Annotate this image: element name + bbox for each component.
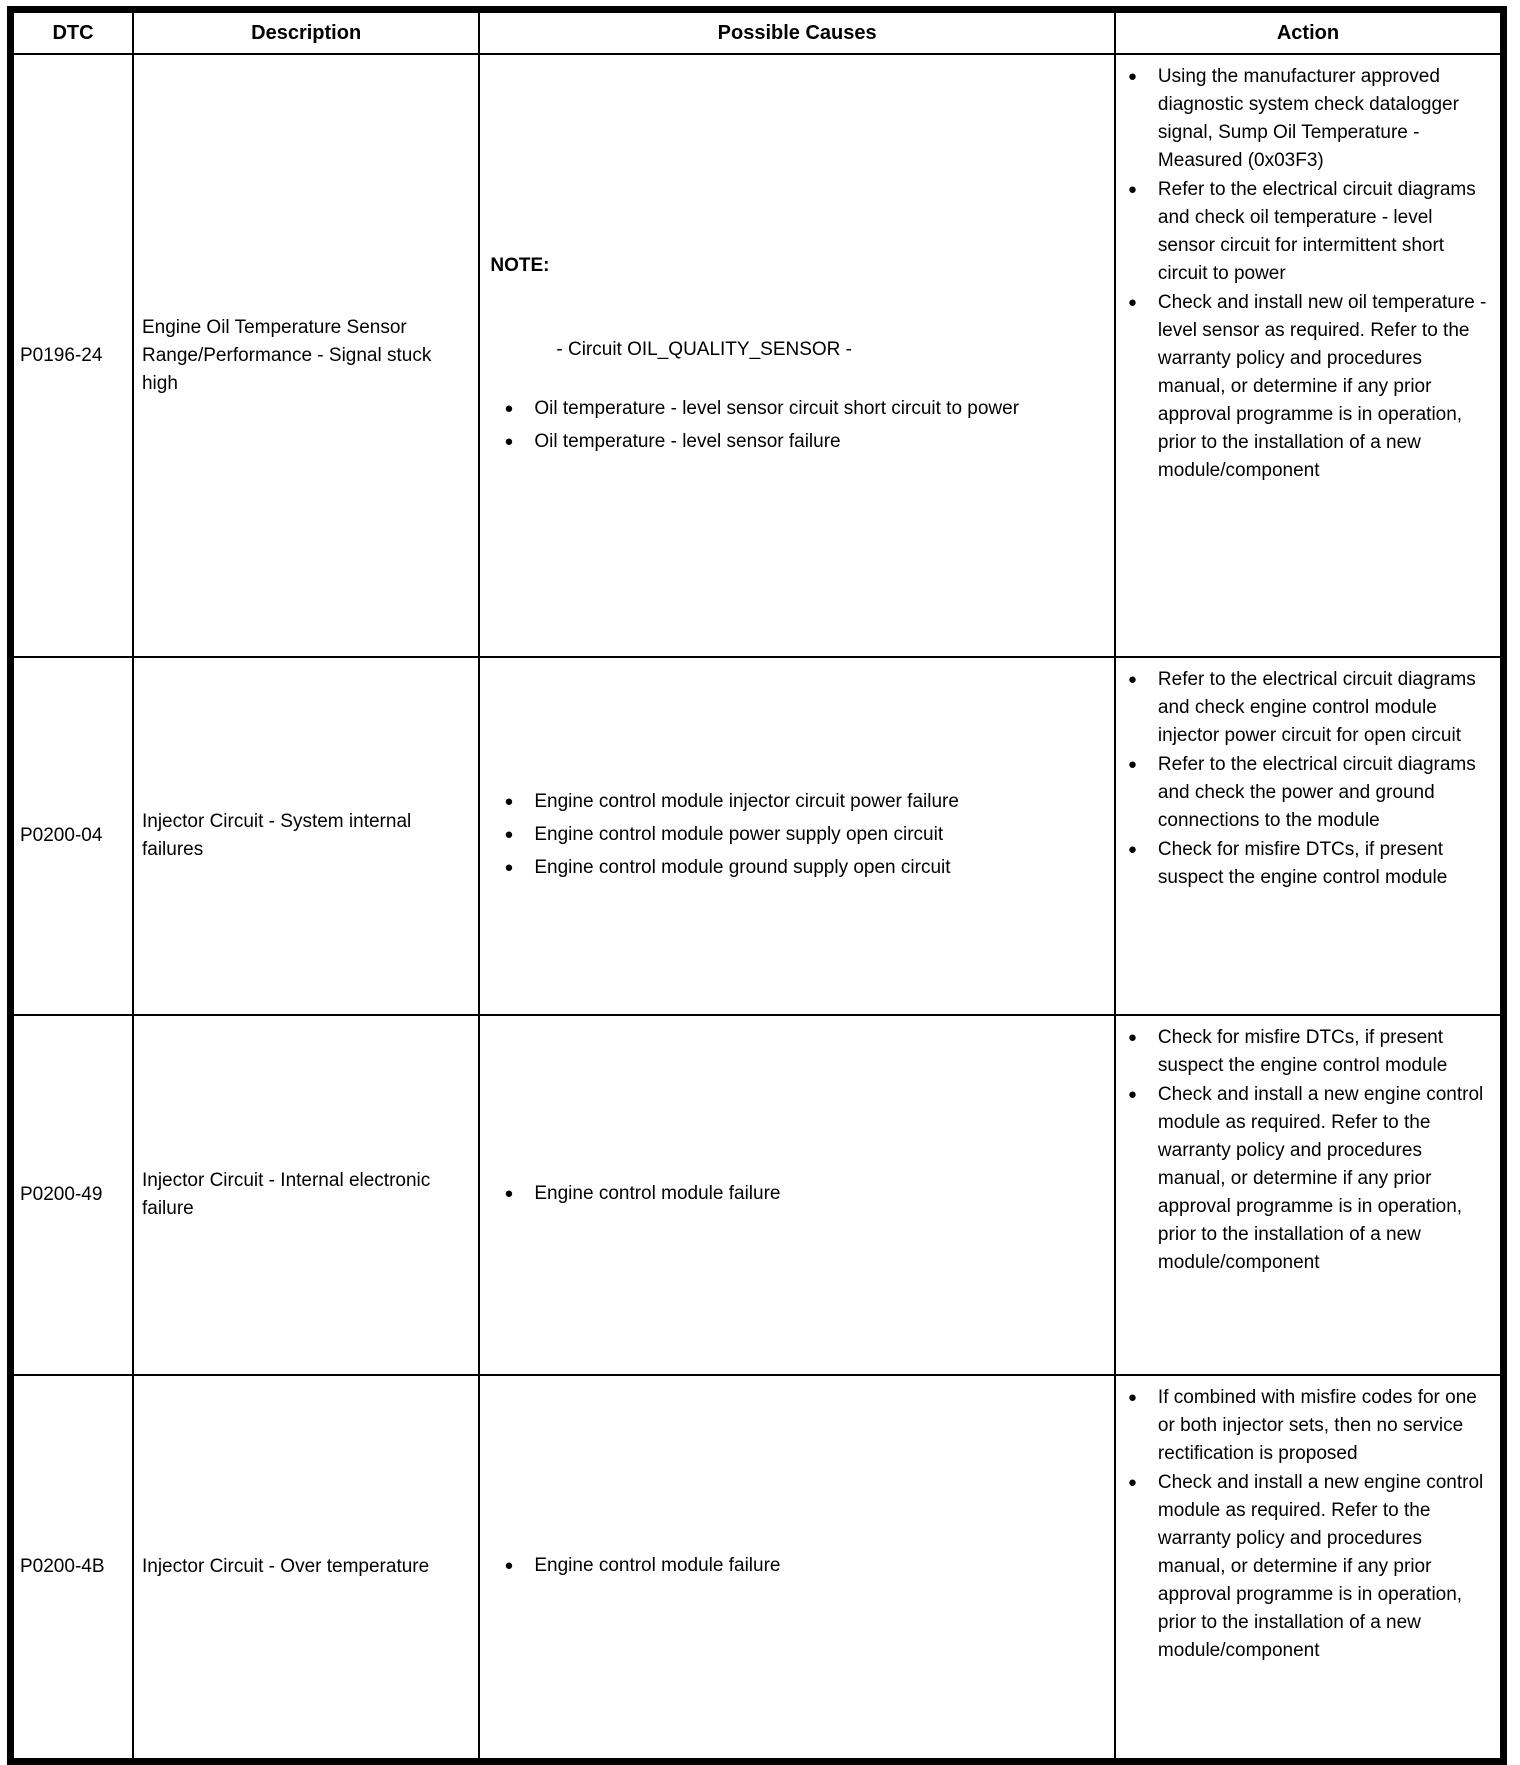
- table-row-p0200-04: [11, 657, 1504, 1015]
- table-header: [11, 10, 1504, 55]
- list-item: [1128, 289, 1494, 485]
- cause-text: Engine control module ground supply open circuit: [534, 856, 951, 878]
- list-item: [504, 394, 1106, 424]
- bullet-icon: ●: [504, 399, 514, 417]
- action-cell: [1115, 657, 1504, 1015]
- actions-list: [1116, 1024, 1494, 1277]
- actions-list: [1116, 666, 1494, 892]
- possible-causes-cell: [479, 1015, 1115, 1375]
- bullet-icon: ●: [1127, 68, 1137, 85]
- cause-text: Engine control module injector circuit power failure: [534, 790, 959, 812]
- action-cell: [1115, 1015, 1504, 1375]
- cause-text: Engine control module power supply open circuit: [534, 823, 944, 845]
- dtc-code: P0200-04: [11, 657, 133, 1015]
- dtc-description: Injector Circuit - System internal failures: [133, 657, 479, 1015]
- list-item: [1128, 63, 1494, 175]
- bullet-icon: ●: [1127, 756, 1137, 773]
- actions-list: [1116, 1384, 1494, 1665]
- table-row-p0196-24: [11, 54, 1504, 657]
- dtc-code: P0200-4B: [11, 1375, 133, 1762]
- action-cell: [1115, 1375, 1504, 1762]
- dtc-code: P0196-24: [11, 54, 133, 657]
- causes-list: [490, 394, 1106, 457]
- cause-text: Oil temperature - level sensor failure: [534, 430, 841, 452]
- dtc-description: Injector Circuit - Internal electronic failure: [133, 1015, 479, 1375]
- list-item: [1128, 1081, 1494, 1277]
- list-item: [1128, 176, 1494, 288]
- causes-list: [490, 1551, 1106, 1581]
- bullet-icon: ●: [1127, 841, 1137, 858]
- list-item: [1128, 751, 1494, 835]
- header-action: Action: [1115, 10, 1504, 55]
- bullet-icon: ●: [504, 825, 514, 843]
- action-text: Check and install a new engine control module as required. Refer to the warranty policy and procedures manual, or determine if any prior approval programme is in operation, prior to the installation of a new module/component: [1157, 1472, 1484, 1661]
- header-row: [11, 10, 1504, 55]
- bullet-icon: ●: [504, 858, 514, 876]
- list-item: [1128, 1469, 1494, 1665]
- list-item: [504, 427, 1106, 457]
- bullet-icon: ●: [1127, 294, 1137, 311]
- list-item: [504, 1179, 1106, 1209]
- causes-list: [490, 1179, 1106, 1209]
- note-circuit-reference: - Circuit OIL_QUALITY_SENSOR -: [556, 338, 852, 360]
- bullet-icon: ●: [1127, 1389, 1137, 1406]
- cause-text: Engine control module failure: [534, 1554, 781, 1576]
- possible-causes-cell: [479, 1375, 1115, 1762]
- list-item: [504, 820, 1106, 850]
- dtc-description: Injector Circuit - Over temperature: [133, 1375, 479, 1762]
- action-text: Check and install a new engine control module as required. Refer to the warranty policy and procedures manual, or determine if any prior approval programme is in operation, prior to the installation of a new module/component: [1157, 1084, 1484, 1273]
- dtc-description: Engine Oil Temperature Sensor Range/Performance - Signal stuck high: [133, 54, 479, 657]
- header-possible-causes: Possible Causes: [479, 10, 1115, 55]
- action-text: Refer to the electrical circuit diagrams and check engine control module injector power circuit for open circuit: [1157, 669, 1476, 746]
- bullet-icon: ●: [504, 432, 514, 450]
- header-description: Description: [133, 10, 479, 55]
- action-text: If combined with misfire codes for one or both injector sets, then no service rectification is proposed: [1157, 1387, 1477, 1464]
- possible-causes-cell: [479, 657, 1115, 1015]
- bullet-icon: ●: [1127, 1474, 1137, 1491]
- list-item: [1128, 836, 1494, 892]
- list-item: [504, 1551, 1106, 1581]
- action-text: Using the manufacturer approved diagnostic system check datalogger signal, Sump Oil Temperature - Measured (0x03F3): [1157, 66, 1459, 171]
- header-dtc: DTC: [11, 10, 133, 55]
- action-text: Check for misfire DTCs, if present suspect the engine control module: [1157, 1027, 1448, 1076]
- list-item: [1128, 1384, 1494, 1468]
- table-row-p0200-49: [11, 1015, 1504, 1375]
- bullet-icon: ●: [504, 792, 514, 810]
- list-item: [1128, 1024, 1494, 1080]
- bullet-icon: ●: [1127, 1086, 1137, 1103]
- bullet-icon: ●: [504, 1184, 514, 1202]
- possible-causes-cell: [479, 54, 1115, 657]
- actions-list: [1116, 63, 1494, 485]
- note-label: NOTE:: [490, 254, 550, 276]
- dtc-table: [7, 6, 1507, 1765]
- list-item: [1128, 666, 1494, 750]
- cause-text: Oil temperature - level sensor circuit short circuit to power: [534, 397, 1020, 419]
- dtc-code: P0200-49: [11, 1015, 133, 1375]
- bullet-icon: ●: [1127, 671, 1137, 688]
- bullet-icon: ●: [504, 1556, 514, 1574]
- list-item: [504, 787, 1106, 817]
- cause-text: Engine control module failure: [534, 1182, 781, 1204]
- action-text: Check and install new oil temperature - level sensor as required. Refer to the warranty policy and procedures manual, or determine if any prior approval programme is in operation, prior to the installation of a new module/component: [1157, 292, 1487, 481]
- action-text: Refer to the electrical circuit diagrams and check the power and ground connections to the module: [1157, 754, 1476, 831]
- action-text: Check for misfire DTCs, if present suspect the engine control module: [1157, 839, 1448, 888]
- bullet-icon: ●: [1127, 1029, 1137, 1046]
- action-text: Refer to the electrical circuit diagrams and check oil temperature - level sensor circuit for intermittent short circuit to power: [1157, 179, 1476, 284]
- action-cell: [1115, 54, 1504, 657]
- bullet-icon: ●: [1127, 181, 1137, 198]
- causes-list: [490, 787, 1106, 883]
- table-row-p0200-4b: [11, 1375, 1504, 1762]
- list-item: [504, 853, 1106, 883]
